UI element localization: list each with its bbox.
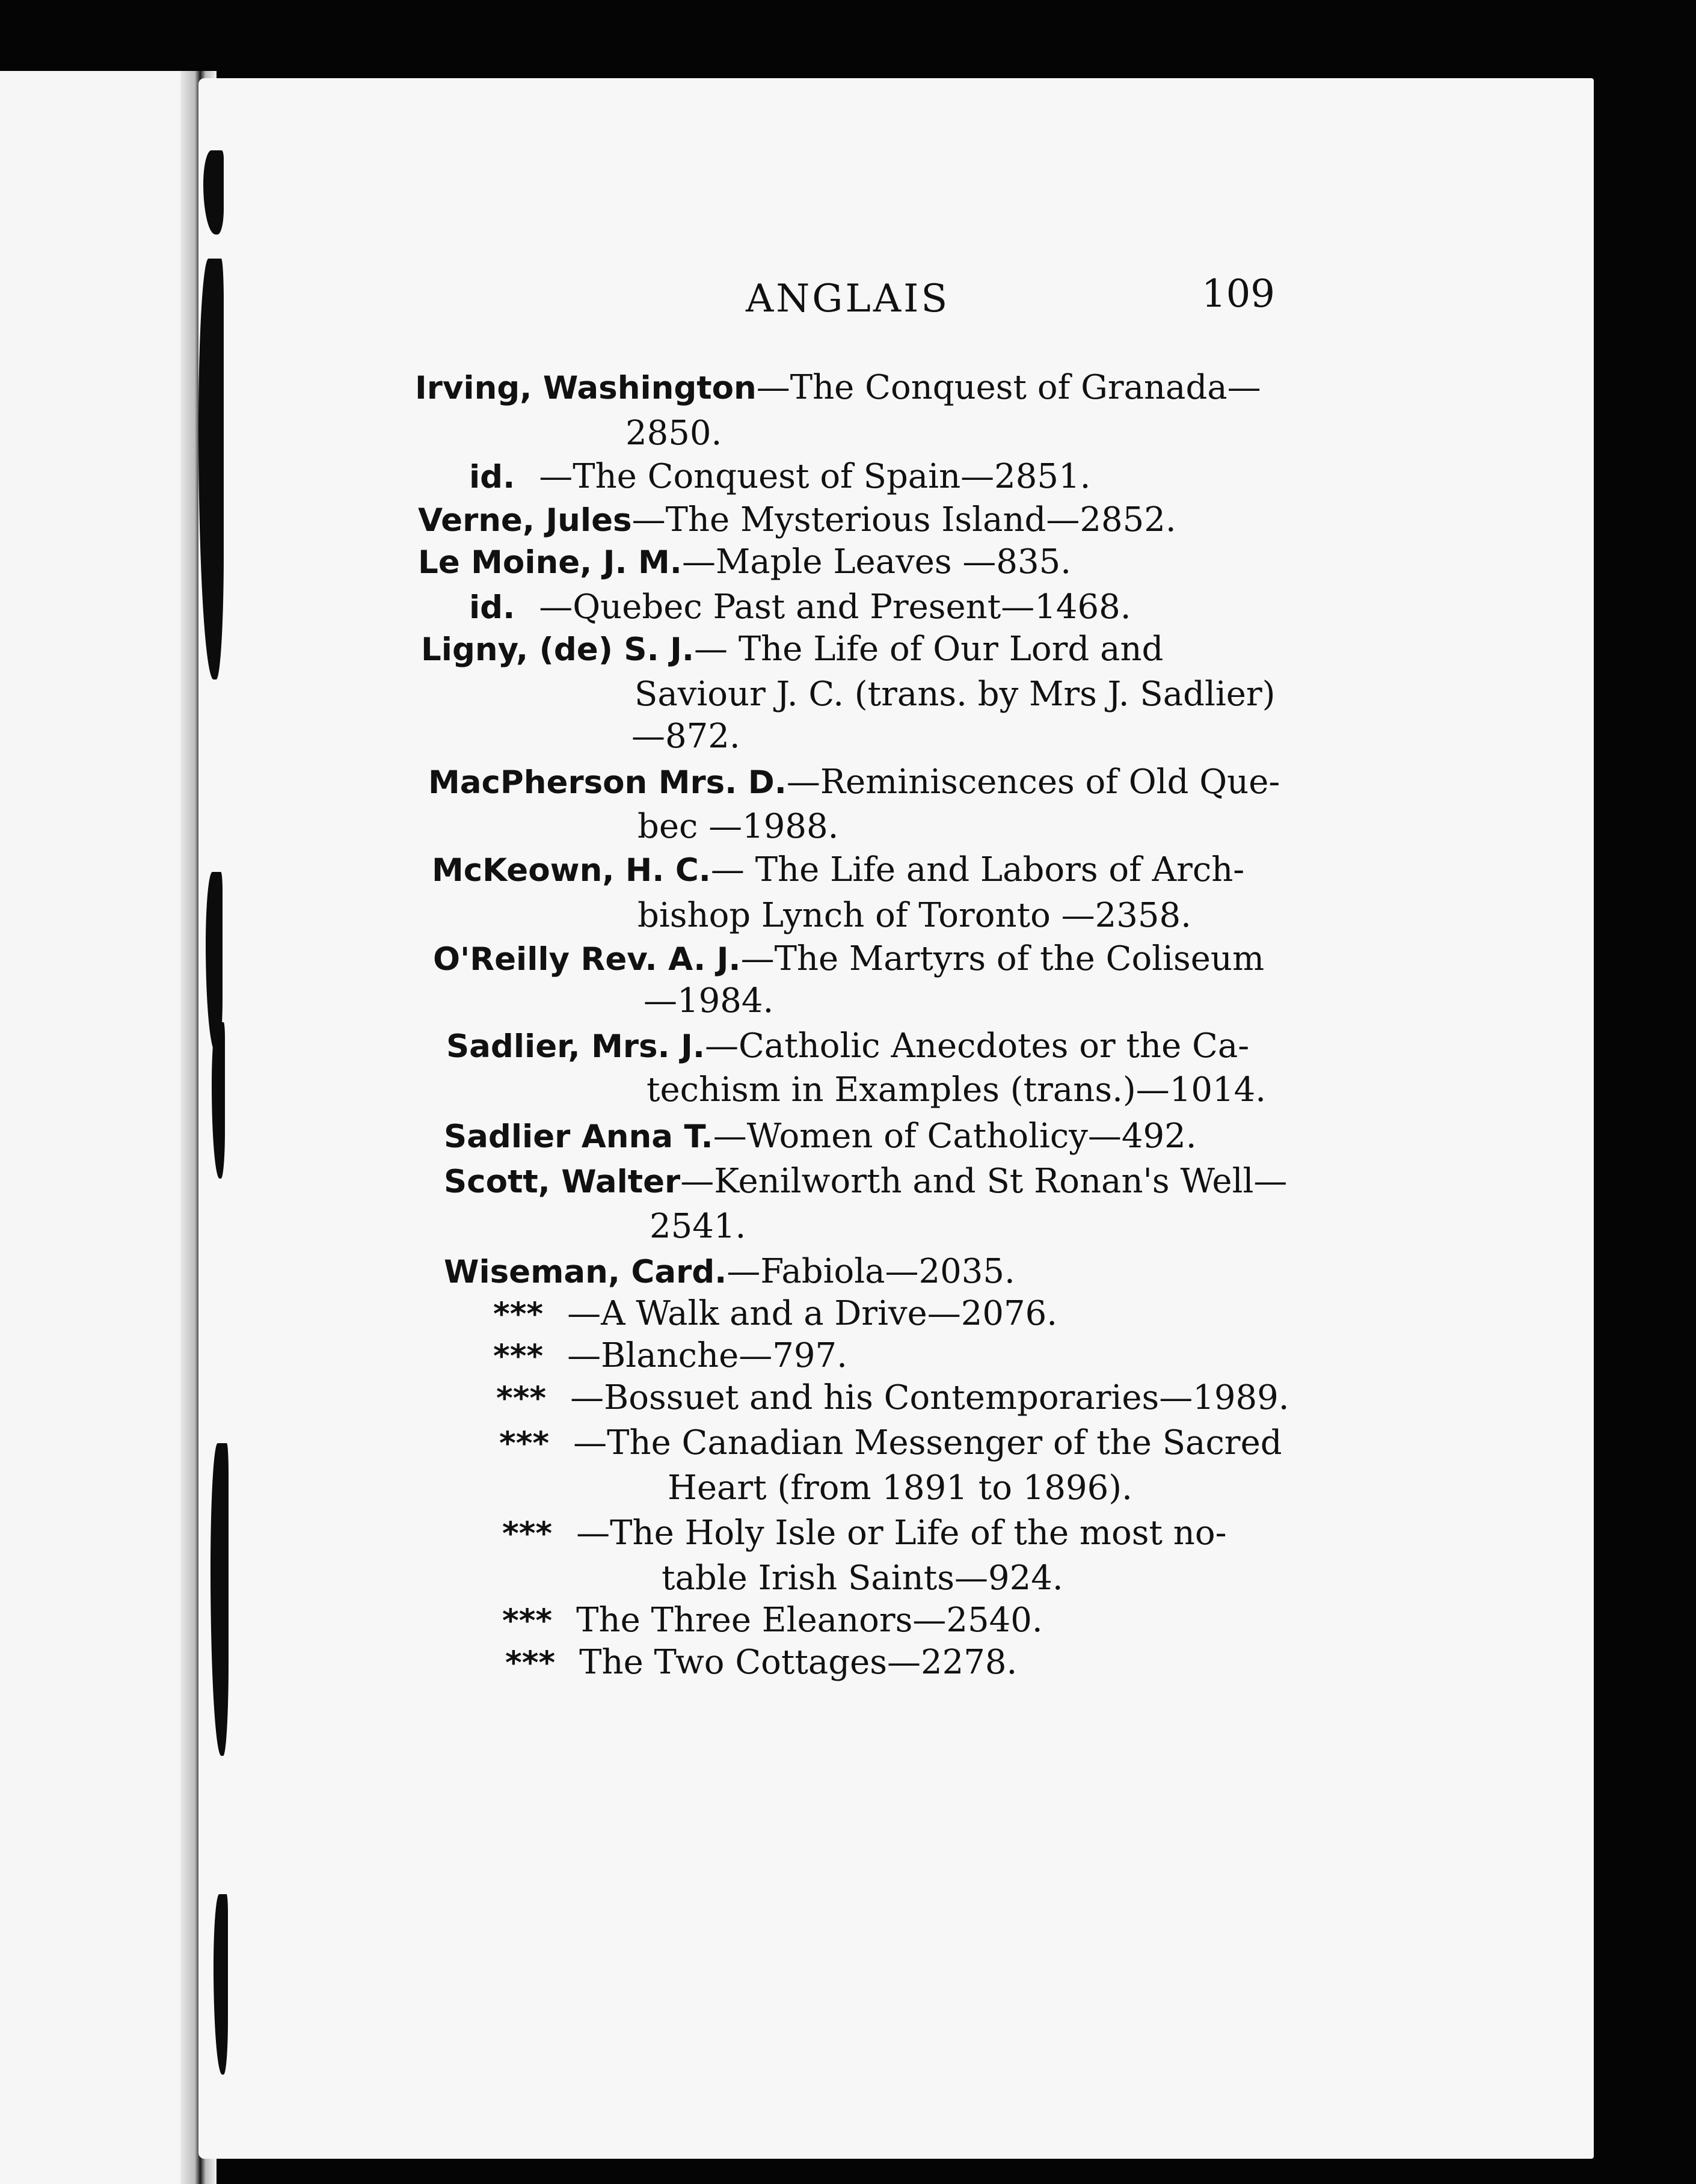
entry-title: —Quebec Past and Present—1468.: [539, 587, 1131, 627]
catalog-entry: [421, 628, 1163, 671]
entry-title: —Women of Catholicy—492.: [713, 1117, 1197, 1156]
catalog-entry: [493, 1335, 847, 1378]
entry-title: —Maple Leaves —835.: [681, 542, 1072, 581]
entry-title: —872.: [631, 717, 740, 756]
catalog-entry: [631, 716, 740, 758]
entry-title: — The Life and Labors of Arch-: [710, 850, 1245, 889]
catalog-entry: [418, 499, 1176, 542]
entry-author: Wiseman, Card.: [444, 1254, 727, 1290]
catalog-entry: [493, 1293, 1057, 1336]
entry-title: —Blanche—797.: [567, 1336, 847, 1375]
catalog-entry: [638, 895, 1191, 937]
entry-author: ***: [502, 1603, 553, 1639]
catalog-entry: [668, 1467, 1132, 1509]
catalog-entry: [444, 1251, 1015, 1293]
entry-title: techism in Examples (trans.)—1014.: [647, 1070, 1267, 1109]
catalog-entry: [650, 1206, 746, 1248]
entry-title: —1984.: [644, 981, 774, 1020]
entry-author: ***: [505, 1645, 556, 1681]
catalog-entry: [502, 1600, 1043, 1642]
catalog-entry: [415, 367, 1261, 410]
entry-title: —The Conquest of Granada—: [756, 368, 1261, 407]
entry-author: ***: [493, 1338, 544, 1375]
entry-title: Saviour J. C. (trans. by Mrs J. Sadlier): [634, 675, 1276, 714]
entry-title: —Fabiola—2035.: [727, 1252, 1015, 1291]
catalog-entry: [662, 1557, 1063, 1600]
catalog-entry: [433, 938, 1264, 981]
catalog-entry: [432, 849, 1244, 892]
catalog-entry: [505, 1642, 1017, 1684]
catalog-entry: [418, 541, 1071, 584]
entry-author: O'Reilly Rev. A. J.: [433, 941, 741, 978]
entry-title: —Reminiscences of Old Que-: [786, 762, 1280, 802]
running-head: ANGLAIS: [746, 277, 950, 321]
entry-title: 2541.: [650, 1207, 746, 1246]
entry-title: —The Canadian Messenger of the Sacred: [573, 1423, 1282, 1462]
catalog-entry: [428, 761, 1280, 804]
entry-author: id.: [469, 589, 515, 626]
catalog-entry: [638, 806, 838, 848]
entry-title: — The Life of Our Lord and: [694, 630, 1164, 669]
entry-author: ***: [499, 1425, 550, 1462]
entry-author: MacPherson Mrs. D.: [428, 764, 787, 801]
entry-title: —The Martyrs of the Coliseum: [740, 939, 1265, 978]
catalog-entry: [444, 1161, 1287, 1203]
entry-title: —The Conquest of Spain—2851.: [539, 457, 1091, 496]
catalog-entry: [625, 413, 722, 455]
catalog-entry: [647, 1069, 1266, 1111]
catalog-entry: [496, 1377, 1289, 1420]
entry-title: —Catholic Anecdotes or the Ca-: [704, 1026, 1250, 1066]
page-number: 109: [1201, 272, 1275, 316]
entry-title: bishop Lynch of Toronto —2358.: [638, 896, 1191, 935]
catalog-entry: [446, 1025, 1249, 1068]
entry-title: table Irish Saints—924.: [662, 1559, 1063, 1598]
entry-title: —The Mysterious Island—2852.: [631, 500, 1176, 539]
catalog-entry: [502, 1512, 1227, 1555]
entry-author: McKeown, H. C.: [432, 852, 711, 889]
entry-author: Verne, Jules: [418, 502, 632, 539]
entry-author: Ligny, (de) S. J.: [421, 631, 695, 668]
entry-title: bec —1988.: [638, 807, 839, 846]
entry-author: Le Moine, J. M.: [418, 544, 682, 581]
entry-author: Sadlier, Mrs. J.: [446, 1028, 705, 1065]
entry-author: id.: [469, 459, 515, 495]
catalog-entry: [644, 980, 773, 1022]
entry-title: The Three Eleanors—2540.: [576, 1601, 1043, 1640]
entry-title: The Two Cottages—2278.: [579, 1643, 1018, 1682]
entry-author: Irving, Washington: [415, 370, 757, 406]
entry-author: Sadlier Anna T.: [444, 1118, 713, 1155]
catalog-entry: [634, 673, 1276, 716]
catalog-entry: [469, 586, 1131, 629]
entry-author: Scott, Walter: [444, 1164, 681, 1200]
entry-author: ***: [496, 1380, 547, 1417]
entry-author: ***: [493, 1296, 544, 1333]
catalog-entry: [499, 1422, 1282, 1465]
entry-title: Heart (from 1891 to 1896).: [668, 1468, 1132, 1508]
entry-title: 2850.: [625, 414, 722, 453]
catalog-entry: [469, 456, 1090, 498]
catalog-entry: [444, 1115, 1197, 1158]
entry-title: —Bossuet and his Contemporaries—1989.: [570, 1378, 1289, 1417]
entry-author: ***: [502, 1515, 553, 1552]
entry-title: —Kenilworth and St Ronan's Well—: [680, 1162, 1288, 1201]
entry-title: —The Holy Isle or Life of the most no-: [576, 1514, 1227, 1553]
entry-title: —A Walk and a Drive—2076.: [567, 1294, 1058, 1333]
